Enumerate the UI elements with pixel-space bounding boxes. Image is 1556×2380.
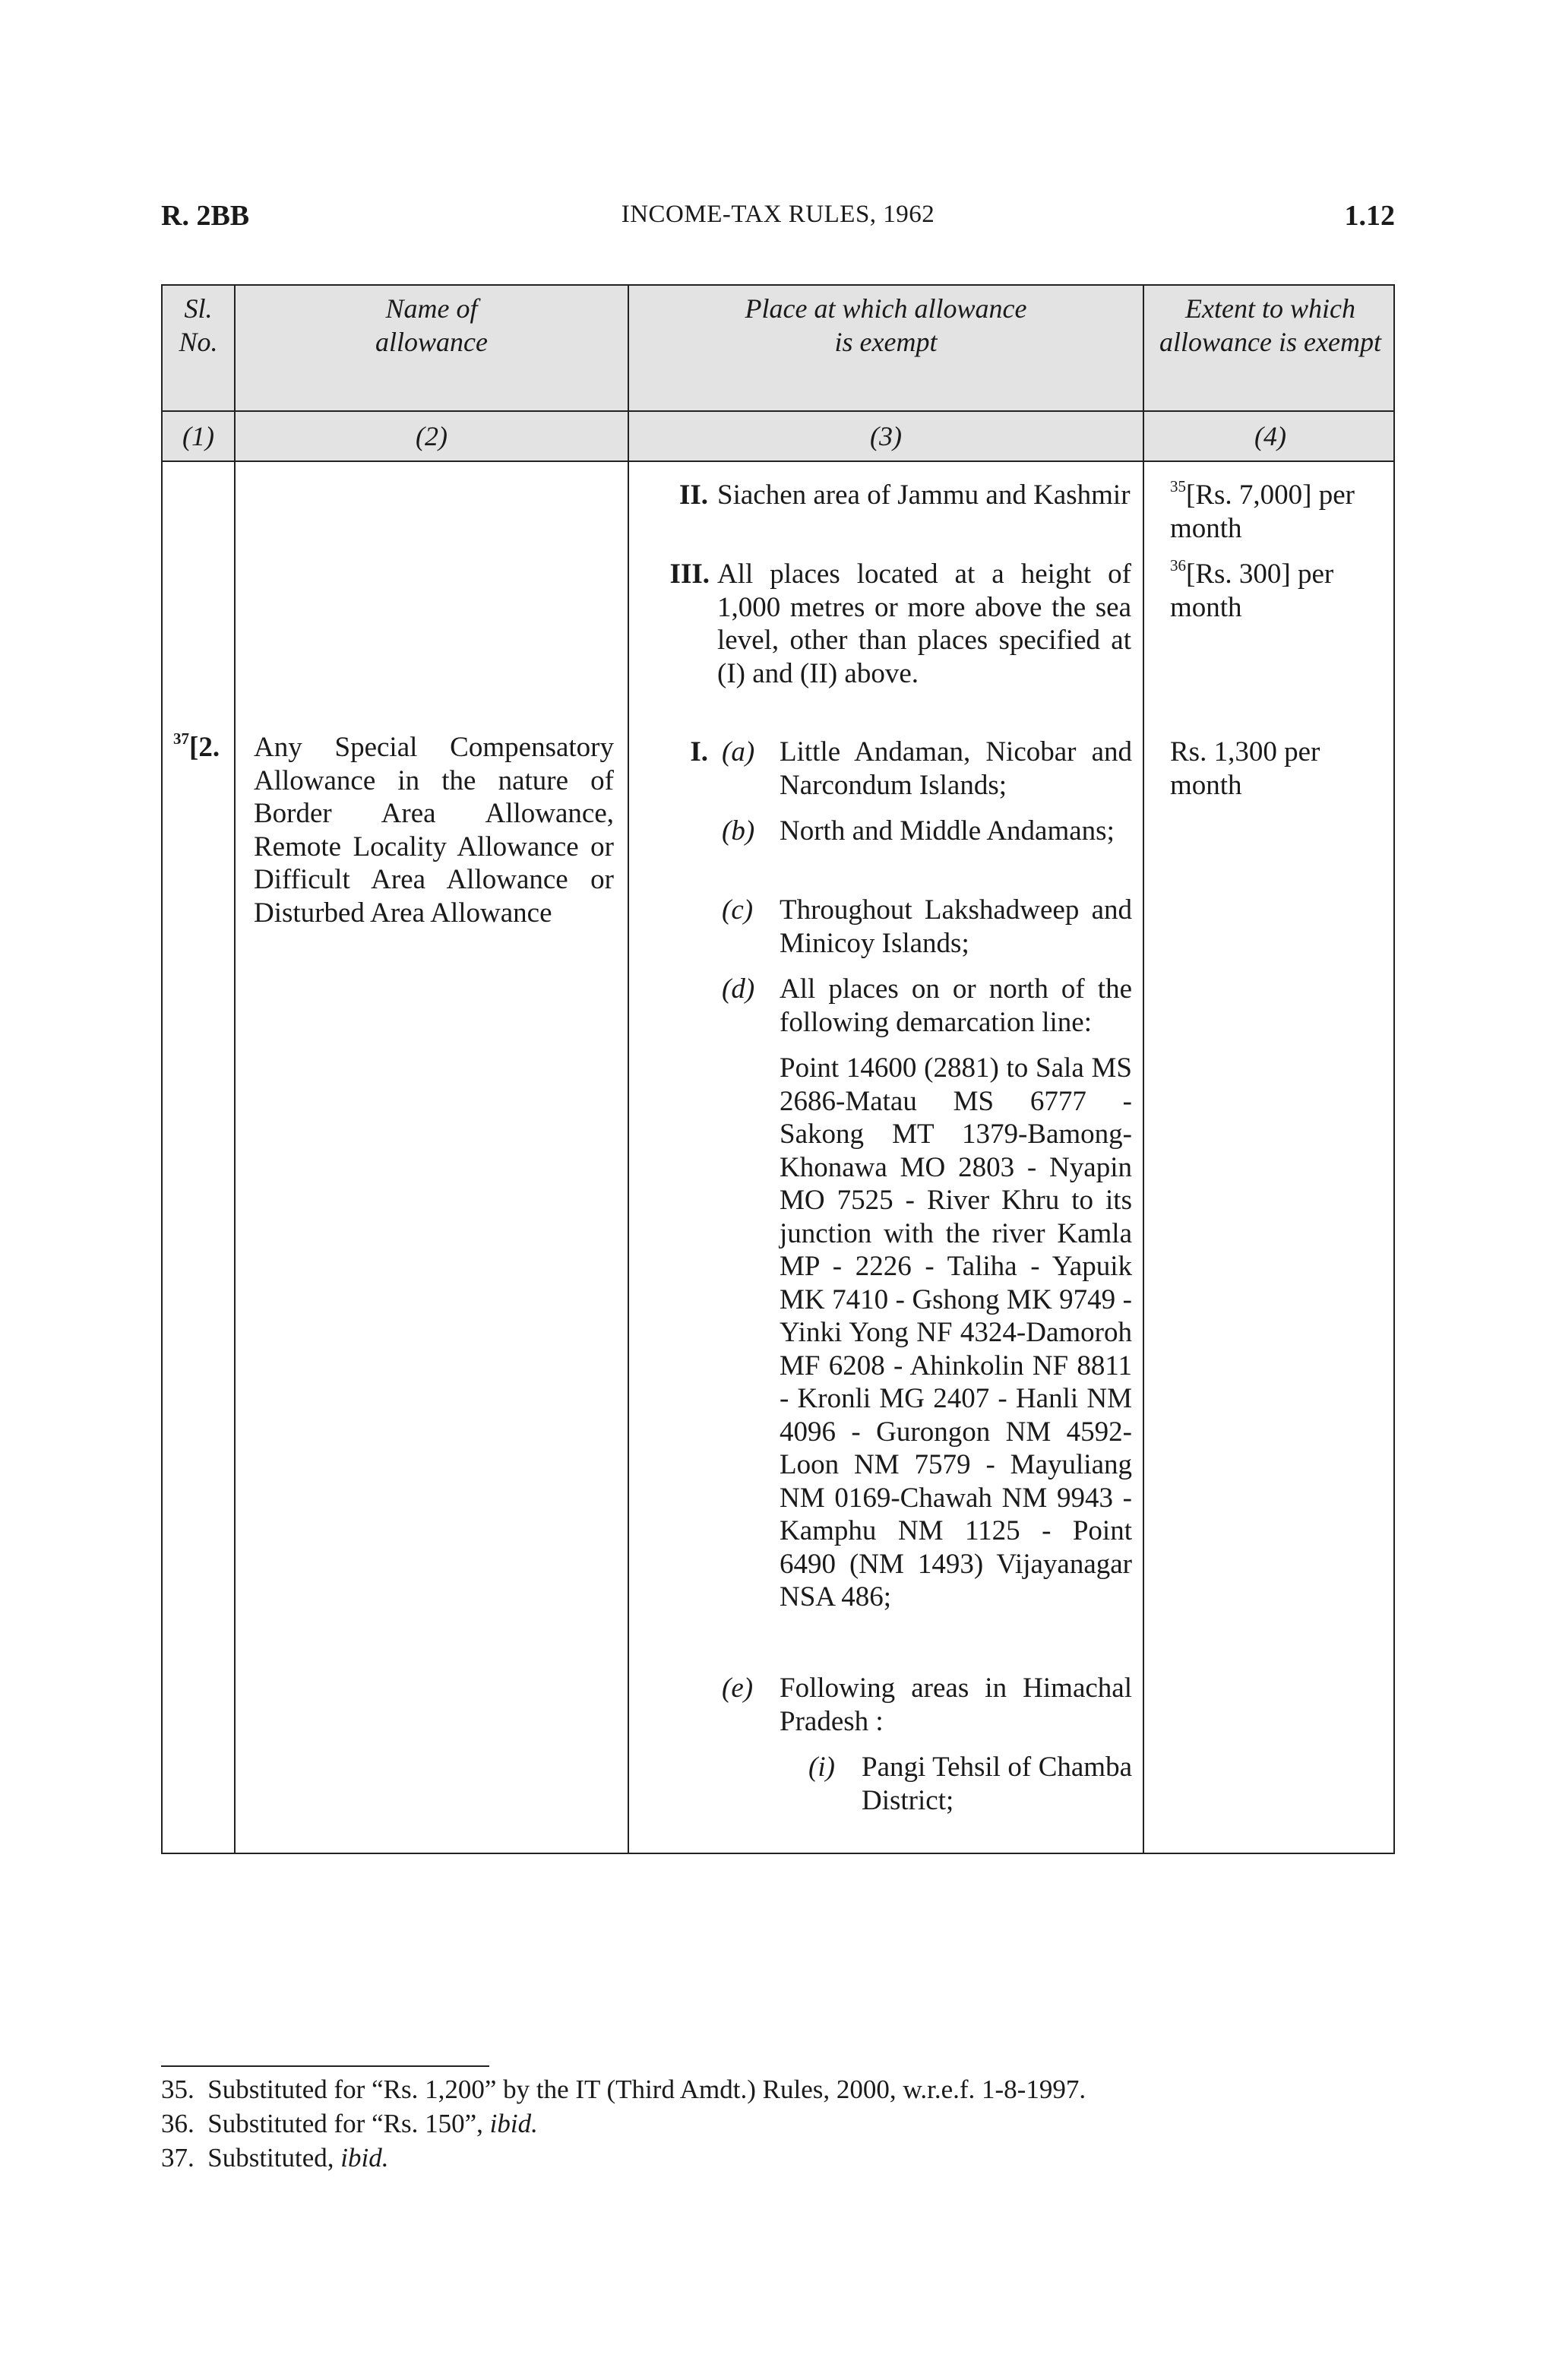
running-title: INCOME-TAX RULES, 1962 <box>621 201 935 228</box>
header-divider <box>163 410 1393 412</box>
allowance-table <box>161 284 1395 1854</box>
column-divider <box>628 286 629 1853</box>
column-divider <box>1143 286 1144 1853</box>
column-divider <box>234 286 236 1853</box>
subitem-label-b: (b) <box>722 815 755 847</box>
subsubitem-i: Pangi Tehsil of Chamba District; <box>862 1752 1132 1816</box>
rule-number: R. 2BB <box>161 200 250 232</box>
subsubitem-label-i: (i) <box>808 1752 835 1783</box>
sl-number: $^{37}$[2. <box>173 730 220 763</box>
column-number-4: (4) <box>1254 421 1286 451</box>
place-number-II: II. <box>678 479 708 511</box>
subitem-label-e: (e) <box>722 1673 754 1704</box>
extent-special-allowance: Rs. 1,300 per month <box>1170 736 1320 801</box>
column-number-2: (2) <box>416 421 448 451</box>
subitem-d: All places on or north of the following demarcation line: <box>780 973 1132 1038</box>
page-number: 1.12 <box>1344 200 1395 232</box>
allowance-name: Any Special Compensatory Allowance in the nature of Border Area Allowance, Remote Locality Allowance or Difficult Area Allowance or Disturbed Area Allowance <box>254 732 614 929</box>
subitem-b: North and Middle Andamans; <box>780 815 1115 847</box>
subitem-label-d: (d) <box>722 973 755 1005</box>
subitem-label-c: (c) <box>722 894 754 926</box>
demarcation-line: Point 14600 (2881) to Sala MS 2686-Matau MS 6777 - Sakong MT 1379-Bamong-Khonawa MO 2803 - Nyapin MO 7525 - River Khru to its junction with the river Kamla MP - 2226 - Taliha - Yapuik MK 7410 - Gshong MK 9749 - Yinki Yong NF 4324-Damoroh MF 6208 - Ahinkolin NF 8811 - Kronli MG 2407 - Hanli NM 4096 - Gurongon NM 4592-Loon NM 7579 - Mayuliang NM 0169-Chawah NM 9943 - Kamphu NM 1125 - Point 6490 (NM 1493) Vijayanagar NSA 486; <box>780 1052 1132 1613</box>
column-number-1: (1) <box>182 421 214 451</box>
footnote-ref-36: 36 <box>1170 556 1186 574</box>
place-number-III: III. <box>669 559 710 590</box>
header-place: Place at which allowance is exempt <box>745 293 1027 357</box>
footnote-divider <box>161 2065 489 2067</box>
footnote-ref-35: 35 <box>1170 477 1186 495</box>
extent-high-altitude: $^{36}$[Rs. 300] per month <box>1170 556 1334 623</box>
subitem-a: Little Andaman, Nicobar and Narcondum Islands; <box>780 736 1132 801</box>
place-siachen: Siachen area of Jammu and Kashmir <box>717 479 1131 511</box>
place-number-I: I. <box>690 736 708 767</box>
subitem-label-a: (a) <box>722 736 755 767</box>
subitem-e: Following areas in Himachal Pradesh : <box>780 1673 1132 1737</box>
footnote-ref-37: 37 <box>173 730 189 748</box>
footnote-37: 37. Substituted, ibid. <box>161 2143 389 2173</box>
footnote-35: 35. Substituted for “Rs. 1,200” by the IT (Third Amdt.) Rules, 2000, w.r.e.f. 1-8-1997. <box>161 2075 1086 2104</box>
footnote-36: 36. Substituted for “Rs. 150”, ibid. <box>161 2109 538 2138</box>
header-name-of-allowance: Name of allowance <box>375 293 488 357</box>
extent-siachen: $^{35}$[Rs. 7,000] per month <box>1170 477 1355 544</box>
header-sl-no: Sl. No. <box>179 293 218 357</box>
column-number-3: (3) <box>870 421 902 451</box>
subitem-c: Throughout Lakshadweep and Minicoy Islands; <box>780 894 1132 959</box>
header-extent: Extent to which allowance is exempt <box>1159 293 1381 357</box>
place-high-altitude: All places located at a height of 1,000 metres or more above the sea level, other than places specified at (I) and (II) above. <box>717 559 1131 689</box>
